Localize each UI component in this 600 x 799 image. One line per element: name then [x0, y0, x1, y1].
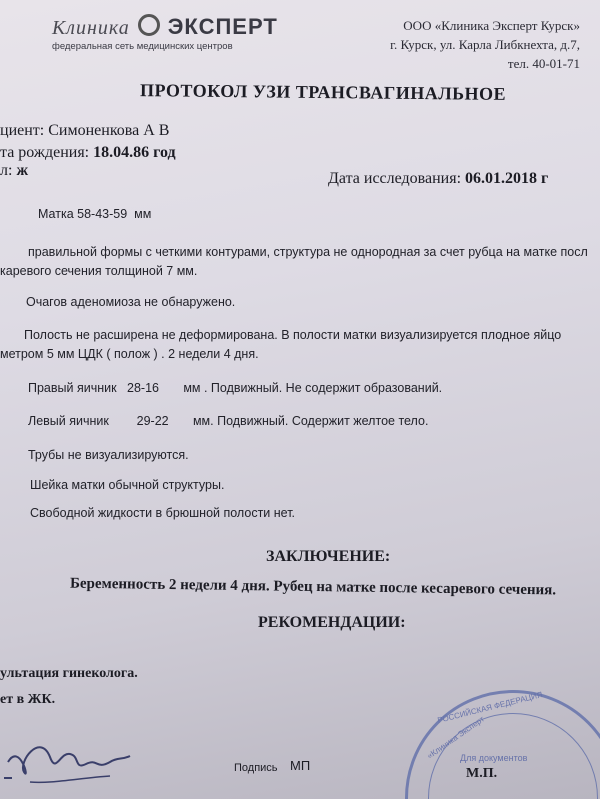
clinic-details	[390, 16, 580, 73]
fluid-text: Свободной жидкости в брюшной полости нет.	[30, 506, 296, 520]
patient-sex-row	[0, 162, 28, 180]
uterus-description-line1: правильной формы с четкими контурами, структура не однородная за счет рубца на матке посл	[28, 245, 588, 259]
logo-mark-icon	[138, 14, 160, 36]
cavity-line1: Полость не расширена не деформирована. В полости матки визуализируется плодное яйцо	[24, 328, 562, 342]
mp-small: МП	[290, 758, 311, 773]
conclusion-heading: ЗАКЛЮЧЕНИЕ:	[266, 548, 391, 565]
uterus-unit: мм	[134, 207, 152, 221]
tubes-text: Трубы не визуализируются.	[28, 448, 189, 462]
dob-value: 18.04.86 год	[93, 144, 176, 161]
clinic-logo	[52, 14, 278, 52]
left-ovary-text: мм. Подвижный. Содержит желтое тело.	[192, 414, 429, 428]
signature-label: Подпись	[234, 762, 278, 774]
recommendation-line1: ультация гинеколога.	[0, 666, 138, 681]
exam-date-label: Дата исследования:	[328, 170, 462, 187]
uterus-description-line2: каревого сечения толщиной 7 мм.	[0, 264, 198, 278]
right-ovary-size: 28-16	[127, 381, 159, 395]
stamp-text-side: «Клиника Эксперт	[425, 714, 487, 761]
cavity-line2: метром 5 мм ЦДК ( полож ) . 2 недели 4 дня.	[0, 347, 259, 361]
exam-date-row	[328, 170, 548, 188]
stamp-text-center: Для документов	[460, 753, 528, 763]
right-ovary-label: Правый яичник	[28, 381, 117, 395]
stamp-text-top: РОССИЙСКАЯ ФЕДЕРАЦИЯ	[436, 690, 544, 725]
document-title: ПРОТОКОЛ УЗИ ТРАНСВАГИНАЛЬНОЕ	[139, 80, 507, 104]
patient-name-row	[0, 122, 169, 140]
doctor-signature	[0, 712, 140, 799]
uterus-size: 58-43-59	[77, 207, 128, 221]
uterus-row	[38, 207, 151, 221]
conclusion-text: Беременность 2 недели 4 дня. Рубец на матке после кесаревого сечения.	[69, 575, 557, 599]
logo-word-expert: ЭКСПЕРТ	[167, 14, 278, 39]
cervix-text: Шейка матки обычной структуры.	[30, 478, 225, 492]
clinic-stamp	[405, 690, 600, 799]
uterus-label: Матка	[38, 207, 74, 221]
patient-label: циент:	[0, 122, 45, 139]
left-ovary-label: Левый яичник	[28, 414, 109, 428]
sex-label: л:	[0, 162, 13, 179]
right-ovary-text: мм . Подвижный. Не содержит образований.	[183, 381, 443, 395]
dob-label: та рождения:	[0, 144, 90, 161]
mp-big: М.П.	[466, 766, 498, 781]
clinic-phone: тел. 40-01-71	[507, 56, 580, 71]
recommendation-line2: ет в ЖК.	[0, 692, 56, 707]
recommendations-heading: РЕКОМЕНДАЦИИ:	[258, 614, 406, 631]
logo-word-clinic: Клиника	[52, 17, 130, 39]
left-ovary-size: 29-22	[136, 414, 169, 428]
exam-date-value: 06.01.2018 г	[465, 170, 549, 187]
logo-subtitle: федеральная сеть медицинских центров	[52, 41, 233, 52]
right-ovary-row	[28, 381, 442, 395]
patient-name: Симоненкова А В	[48, 122, 170, 139]
sex-value: ж	[16, 162, 29, 179]
clinic-name: ООО «Клиника Эксперт Курск»	[403, 18, 580, 33]
left-ovary-row	[28, 414, 428, 428]
adenomyosis-text: Очагов аденомиоза не обнаружено.	[26, 295, 236, 309]
clinic-address: г. Курск, ул. Карла Либкнехта, д.7,	[390, 37, 580, 52]
patient-dob-row	[0, 144, 176, 162]
